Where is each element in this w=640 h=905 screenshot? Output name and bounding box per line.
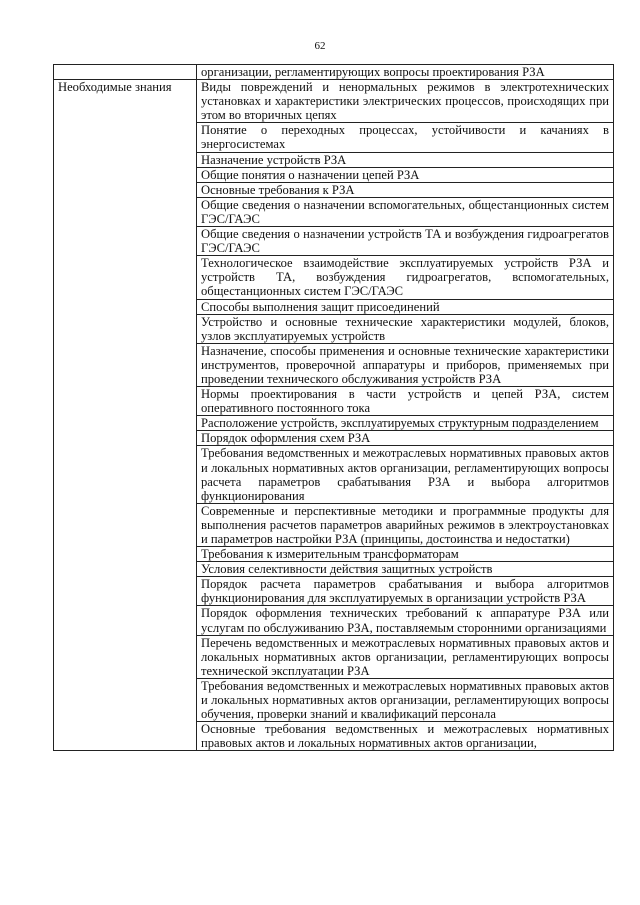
knowledge-item: Общие понятия о назначении цепей РЗА: [197, 167, 614, 182]
knowledge-item: Общие сведения о назначении вспомогательных, общестанционных систем ГЭС/ГАЭС: [197, 197, 614, 226]
knowledge-item: Требования к измерительным трансформаторам: [197, 547, 614, 562]
knowledge-item: Основные требования к РЗА: [197, 182, 614, 197]
knowledge-item: Понятие о переходных процессах, устойчивости и качаниях в энергосистемах: [197, 123, 614, 152]
knowledge-item: Основные требования ведомственных и межотраслевых нормативных правовых актов и локальных нормативных актов организации,: [197, 722, 614, 751]
knowledge-item: Порядок оформления схем РЗА: [197, 431, 614, 446]
knowledge-table-body: [54, 65, 614, 751]
knowledge-item: Способы выполнения защит присоединений: [197, 299, 614, 314]
knowledge-item: Технологическое взаимодействие эксплуатируемых устройств РЗА и устройств ТА, возбуждения гидроагрегатов, вспомогательных, общестанционных систем ГЭС/ГАЭС: [197, 256, 614, 299]
knowledge-item: Требования ведомственных и межотраслевых нормативных правовых актов и локальных нормативных актов организации, регламентирующих вопросы расчета параметров срабатывания РЗА и выбора алгоритмов функционирования: [197, 446, 614, 503]
page-number: 62: [314, 40, 326, 52]
table-row: [54, 80, 614, 123]
knowledge-item: Назначение, способы применения и основные технические характеристики инструментов, проверочной аппаратуры и приборов, применяемых при проведении технического обслуживания устройств РЗА: [197, 343, 614, 386]
knowledge-item: Назначение устройств РЗА: [197, 152, 614, 167]
knowledge-item: Порядок расчета параметров срабатывания и выбора алгоритмов функционирования для эксплуатируемых в организации устройств РЗА: [197, 577, 614, 606]
knowledge-item: Условия селективности действия защитных устройств: [197, 562, 614, 577]
knowledge-item: Перечень ведомственных и межотраслевых нормативных правовых актов и локальных нормативных актов организации, регламентирующих вопросы технической эксплуатации РЗА: [197, 635, 614, 678]
knowledge-item: Нормы проектирования в части устройств и цепей РЗА, систем оперативного постоянного тока: [197, 387, 614, 416]
section-label-cell: Необходимые знания: [54, 80, 197, 751]
empty-label-cell: [54, 65, 197, 80]
knowledge-item: Общие сведения о назначении устройств ТА и возбуждения гидроагрегатов ГЭС/ГАЭС: [197, 227, 614, 256]
knowledge-item: Устройство и основные технические характеристики модулей, блоков, узлов эксплуатируемых устройств: [197, 314, 614, 343]
knowledge-table: [53, 64, 614, 751]
knowledge-item: Виды повреждений и ненормальных режимов в электротехнических установках и характеристики электрических процессов, происходящих при этом во вторичных цепях: [197, 80, 614, 123]
table-row: [54, 65, 614, 80]
knowledge-item: Порядок оформления технических требований к аппаратуре РЗА или услугам по обслуживанию РЗА, поставляемым сторонними организациями: [197, 606, 614, 635]
knowledge-item: Требования ведомственных и межотраслевых нормативных правовых актов и локальных нормативных актов организации, регламентирующих вопросы обучения, проверки знаний и квалификаций персонала: [197, 678, 614, 721]
continuation-cell: организации, регламентирующих вопросы проектирования РЗА: [197, 65, 614, 80]
knowledge-item: Расположение устройств, эксплуатируемых структурным подразделением: [197, 416, 614, 431]
knowledge-item: Современные и перспективные методики и программные продукты для выполнения расчетов параметров аварийных режимов в электроустановках и параметров настройки РЗА (принципы, достоинства и недостатки): [197, 503, 614, 546]
